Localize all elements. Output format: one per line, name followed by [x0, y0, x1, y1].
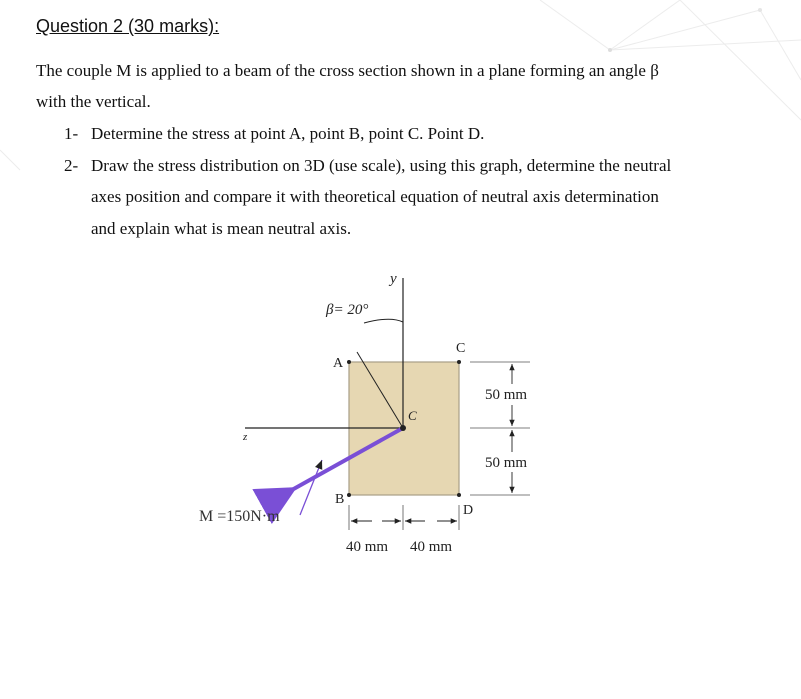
beta-label: β= 20° — [326, 302, 369, 318]
moment-plane-arrow — [300, 460, 322, 515]
dim-bottom-label: 50 mm — [485, 455, 528, 471]
point-a-dot — [347, 360, 351, 364]
item-1-number: 1- — [64, 124, 79, 143]
z-axis-label: z — [243, 431, 248, 443]
point-b-dot — [347, 493, 351, 497]
point-c-dot — [457, 360, 461, 364]
point-d-label: D — [463, 503, 474, 518]
point-d-dot — [457, 493, 461, 497]
item-2-text-line-1: Draw the stress distribution on 3D (use scale), using this graph, determine the neutral — [91, 156, 672, 175]
centroid-dot — [400, 425, 406, 431]
intro-line-1: The couple M is applied to a beam of the cross section shown in a plane forming an angle β — [36, 61, 659, 80]
dim-right-label: 40 mm — [410, 539, 453, 555]
point-c-corner-label: C — [456, 341, 466, 356]
intro-line-2: with the vertical. — [36, 92, 151, 111]
item-2-number: 2- — [64, 156, 79, 175]
point-a-label: A — [333, 356, 344, 371]
item-2-text-line-3: and explain what is mean neutral axis. — [91, 219, 352, 238]
dim-left-label: 40 mm — [346, 539, 389, 555]
moment-label: M =150N·m — [199, 508, 280, 525]
question-title: Question 2 (30 marks): — [36, 16, 220, 36]
dim-top-label: 50 mm — [485, 387, 528, 403]
beta-arc — [364, 319, 403, 323]
item-2-text-line-2: axes position and compare it with theoretical equation of neutral axis determination — [91, 187, 659, 206]
centroid-label: C — [408, 408, 417, 423]
item-1-text: Determine the stress at point A, point B, point C. Point D. — [91, 124, 485, 143]
point-b-label: B — [335, 492, 345, 507]
y-axis-label: y — [390, 271, 397, 287]
